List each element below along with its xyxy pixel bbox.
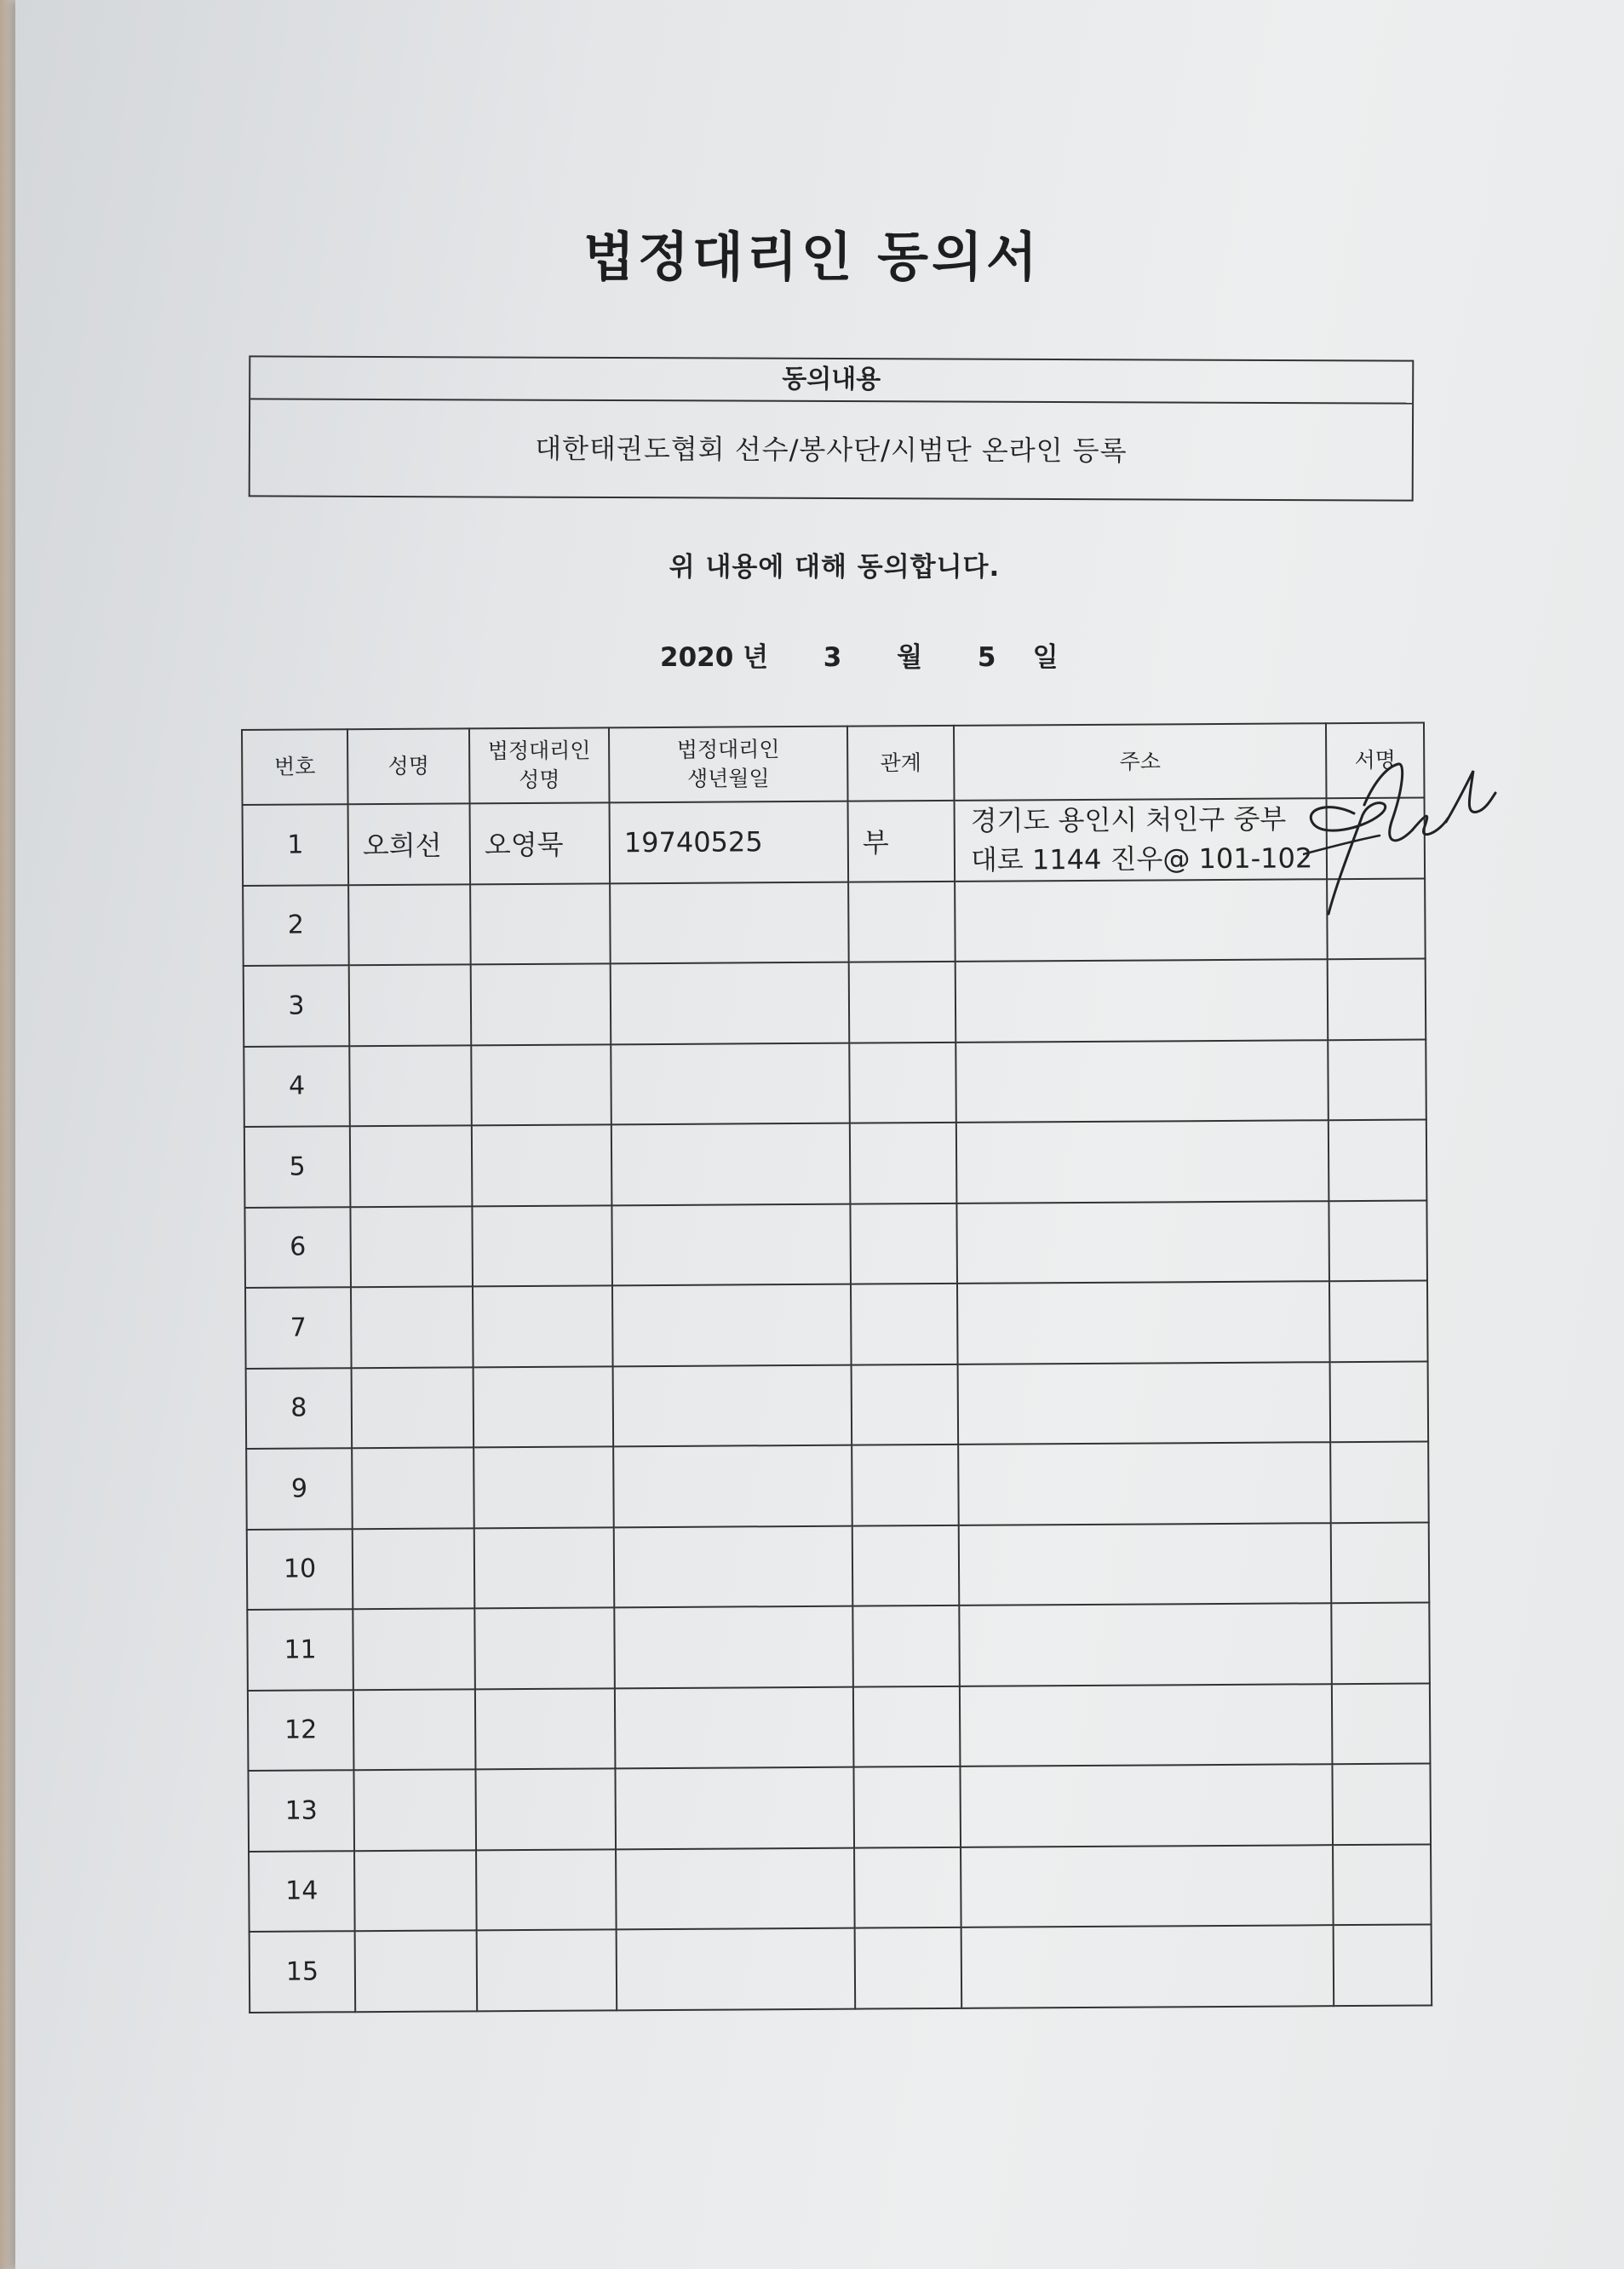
row-address-line2: 대로 1144 진우@ 101-102: [970, 842, 1313, 877]
row-rep-birth: [611, 962, 850, 1044]
row-name: [353, 1608, 475, 1689]
consent-header: 동의내용: [250, 357, 1412, 404]
row-address: [960, 1764, 1333, 1847]
row-signature: [1331, 1522, 1430, 1603]
row-rep-birth: [610, 882, 849, 963]
row-rep-birth: [611, 1203, 851, 1285]
guardian-table: [241, 722, 1432, 2013]
row-num: 11: [247, 1609, 353, 1690]
row-rep-name: [474, 1527, 615, 1609]
row-address-line1: 경기도 용인시 처인구 중부: [970, 802, 1287, 838]
table-row: [244, 1200, 1427, 1288]
date-day: 5: [977, 642, 996, 673]
row-num: 7: [245, 1287, 352, 1368]
row-address: [956, 1120, 1329, 1203]
row-rep-birth: 19740525: [610, 801, 849, 883]
row-num: 4: [244, 1046, 350, 1127]
row-num: 3: [244, 965, 350, 1046]
row-address: [958, 1362, 1331, 1445]
row-relation: [852, 1525, 960, 1606]
row-address: [959, 1523, 1332, 1606]
table-row: [247, 1522, 1430, 1610]
header-rep-birth-line1: 법정대리인: [676, 737, 780, 762]
row-address: [955, 879, 1328, 962]
row-relation: 부: [848, 801, 955, 882]
header-rep-name-line1: 법정대리인: [487, 738, 591, 764]
row-address: [955, 959, 1328, 1042]
row-name: [355, 1930, 478, 2011]
row-address: [961, 1925, 1334, 2008]
row-num: 14: [249, 1851, 355, 1932]
row-name: [352, 1367, 474, 1448]
table-row: [247, 1602, 1430, 1690]
row-num: 9: [246, 1448, 353, 1529]
table-header-row: [242, 723, 1425, 805]
row-relation: [849, 1042, 956, 1123]
desk-edge: [0, 0, 15, 2269]
row-rep-birth: [615, 1686, 854, 1768]
row-name: [349, 1045, 472, 1126]
row-relation: [850, 1123, 957, 1203]
row-rep-birth: [612, 1284, 852, 1366]
table-row: [244, 959, 1426, 1047]
header-address: 주소: [954, 723, 1327, 801]
header-relation: 관계: [847, 726, 955, 801]
row-num: 13: [248, 1770, 354, 1851]
row-rep-birth: [617, 1928, 856, 2010]
row-rep-name: [475, 1688, 616, 1770]
table-row: [245, 1281, 1428, 1369]
row-address: [955, 1040, 1328, 1123]
row-name: 오희선: [348, 803, 471, 884]
header-rep-birth-line2: 생년월일: [686, 766, 770, 791]
row-signature: [1328, 1200, 1427, 1281]
row-relation: [855, 1927, 962, 2008]
row-address: [956, 1201, 1329, 1284]
row-rep-name: [476, 1849, 617, 1931]
header-num: 번호: [242, 729, 348, 805]
row-num: 6: [244, 1207, 351, 1288]
agreement-statement: 위 내용에 대해 동의합니다.: [669, 552, 1001, 583]
row-address: [955, 798, 1328, 881]
row-signature: [1334, 1924, 1432, 2005]
row-signature: [1330, 1361, 1429, 1442]
handwritten-signature: [1303, 762, 1499, 924]
row-rep-birth: [614, 1525, 853, 1607]
table-row: [244, 1120, 1427, 1208]
row-name: [354, 1850, 477, 1931]
row-num: 15: [250, 1931, 356, 2012]
document-title: 법정대리인 동의서: [583, 226, 1041, 288]
table-row: [244, 1039, 1426, 1127]
consent-box: [249, 355, 1415, 501]
header-name: 성명: [347, 728, 470, 804]
row-name: [353, 1689, 476, 1770]
row-address: [961, 1845, 1334, 1927]
table-row: [246, 1441, 1429, 1529]
row-address: [957, 1281, 1330, 1364]
row-rep-birth: [616, 1847, 855, 1929]
row-signature: [1328, 959, 1426, 1040]
header-signature: 서명: [1326, 723, 1425, 799]
table-row: [249, 1844, 1432, 1932]
row-num: 12: [248, 1690, 354, 1771]
row-signature: [1329, 1281, 1428, 1362]
row-rep-name: [475, 1768, 616, 1850]
row-name: [350, 1206, 473, 1287]
row-rep-name: [471, 963, 611, 1045]
table-row: [248, 1763, 1431, 1851]
row-signature: [1332, 1683, 1431, 1764]
row-rep-name: [477, 1929, 617, 2011]
row-relation: [852, 1606, 960, 1686]
row-name: [350, 1125, 473, 1206]
date-month: 3: [823, 642, 842, 673]
row-rep-birth: [611, 1123, 851, 1205]
row-signature: [1333, 1844, 1432, 1925]
table-row: [250, 1924, 1432, 2012]
row-relation: [852, 1445, 959, 1525]
row-num: 8: [246, 1368, 353, 1449]
row-relation: [851, 1284, 958, 1364]
table-row: [246, 1361, 1429, 1449]
row-name: [351, 1286, 473, 1367]
row-relation: [852, 1364, 959, 1445]
header-rep-name: [469, 727, 610, 803]
row-address: [959, 1603, 1332, 1686]
row-rep-name: [472, 1205, 612, 1287]
row-rep-birth: [615, 1767, 854, 1849]
row-rep-name: [474, 1607, 615, 1689]
row-rep-name: [473, 1366, 614, 1448]
row-relation: [853, 1686, 961, 1766]
row-signature: [1330, 1441, 1429, 1522]
row-rep-name: [473, 1446, 614, 1528]
row-name: [349, 964, 472, 1045]
row-num: 2: [243, 885, 349, 966]
row-rep-birth: [611, 1043, 850, 1124]
date-month-unit: 월: [897, 642, 923, 673]
row-rep-birth: [613, 1445, 852, 1527]
header-rep-birth: [609, 727, 848, 803]
date-day-unit: 일: [1032, 642, 1059, 673]
row-name: [353, 1528, 475, 1609]
row-rep-name: [470, 883, 611, 965]
row-rep-birth: [614, 1606, 853, 1688]
row-relation: [854, 1847, 961, 1927]
row-num: 1: [243, 804, 349, 885]
row-rep-name: [472, 1124, 612, 1206]
row-signature: [1328, 1039, 1426, 1120]
date-line: [660, 635, 1059, 674]
row-name: [352, 1447, 474, 1528]
row-relation: [849, 962, 956, 1043]
row-address: [958, 1442, 1331, 1525]
row-relation: [850, 1203, 957, 1284]
row-rep-birth: [613, 1364, 852, 1446]
row-relation: [848, 881, 955, 962]
row-signature: [1331, 1602, 1430, 1683]
row-rep-name: 오영묵: [470, 802, 611, 884]
header-rep-name-line2: 성명: [519, 767, 560, 793]
row-num: 10: [247, 1529, 353, 1610]
date-year: 2020: [660, 642, 734, 673]
consent-body: 대한태권도협회 선수/봉사단/시범단 온라인 등록: [535, 432, 1128, 468]
row-num: 5: [244, 1126, 351, 1207]
table-row: [248, 1683, 1431, 1771]
date-year-unit: 년: [743, 642, 769, 673]
row-address: [960, 1684, 1333, 1766]
row-signature: [1328, 1120, 1427, 1201]
row-signature: [1332, 1763, 1431, 1844]
table-row: [243, 878, 1426, 966]
row-rep-name: [471, 1044, 611, 1126]
row-name: [348, 884, 471, 965]
row-relation: [853, 1766, 961, 1847]
row-name: [353, 1769, 476, 1850]
table-row: [243, 798, 1426, 886]
row-rep-name: [473, 1285, 613, 1367]
